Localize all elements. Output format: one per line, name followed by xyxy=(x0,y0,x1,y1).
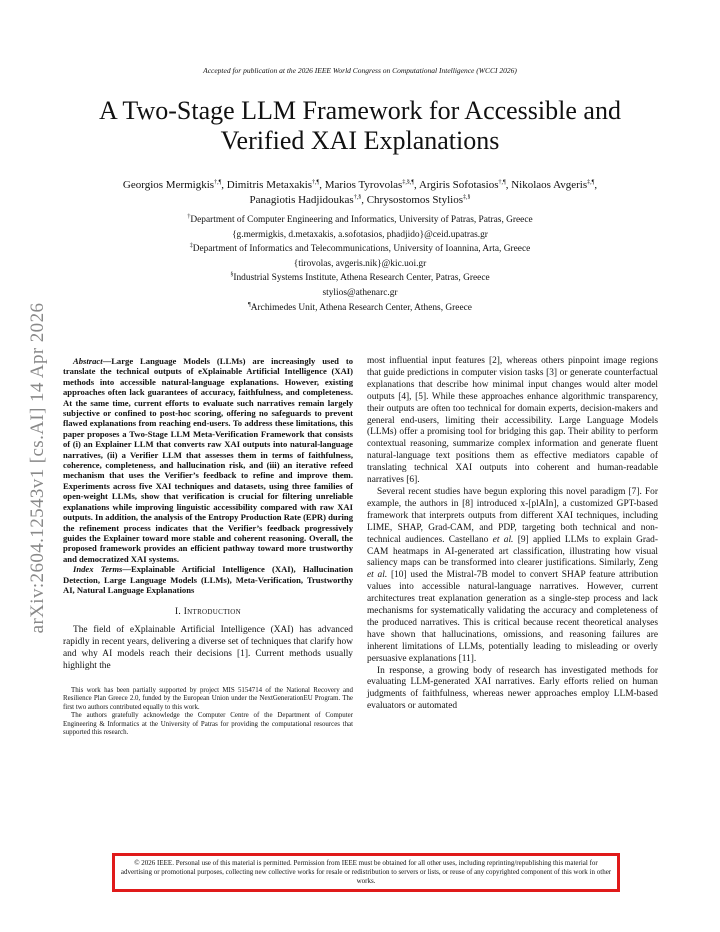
affiliations xyxy=(40,213,680,315)
section-number: I. xyxy=(175,607,184,618)
abstract-label: Abstract xyxy=(73,356,103,366)
author-name: Nikolaos Avgeris xyxy=(511,179,588,191)
author-affil-marks: †,¶ xyxy=(214,179,222,186)
paper-title xyxy=(40,96,680,156)
arxiv-identifier: arXiv:2604.12543v1 [cs.AI] 14 Apr 2026 xyxy=(27,302,48,634)
affiliation-email: {tirovolas, avgeris.nik}@kic.uoi.gr xyxy=(293,258,427,269)
footnotes xyxy=(63,687,353,737)
affiliation-line: †Department of Computer Engineering and Informatics, University of Patras, Patras, Greece xyxy=(187,213,533,225)
author-name: Argiris Sofotasios xyxy=(418,179,499,191)
author-affil-marks: †,¶ xyxy=(312,179,320,186)
acknowledgment-footnote: The authors gratefully acknowledge the Computer Centre of the Department of Computer Engineering & Informatics at the University of Patras for providing the computational resources that supported this research. xyxy=(63,712,353,736)
affiliation-email: stylios@athenarc.gr xyxy=(322,287,398,298)
author-name: Chrysostomos Stylios xyxy=(366,194,463,206)
index-terms-text: —Explainable Artificial Intelligence (XAI), Hallucination Detection, Large Language Models (LLMs), Meta-Verification, Trustworthy AI, Natural Language Explanations xyxy=(63,564,354,595)
author-affil-marks: †,¶ xyxy=(498,179,506,186)
affiliation-line: §Industrial Systems Institute, Athena Research Center, Patras, Greece xyxy=(230,272,490,284)
author-name: Marios Tyrovolas xyxy=(324,179,403,191)
affiliation-email: {g.mermigkis, d.metaxakis, a.sofotasios, phadjido}@ceid.upatras.gr xyxy=(232,229,488,240)
title-line-1: A Two-Stage LLM Framework for Accessible and xyxy=(99,96,621,125)
title-line-2: Verified XAI Explanations xyxy=(220,126,500,155)
right-column xyxy=(367,356,658,713)
funding-footnote: This work has been partially supported by project MIS 5154714 of the National Recovery and Resilience Plan Greece 2.0, funded by the European Union under the NextGenerationEU Program. The first two authors contributed equally to this work. xyxy=(63,686,353,711)
index-terms xyxy=(63,564,353,595)
author-list: Georgios Mermigkis†,¶, Dimitris Metaxakis†,¶, Marios Tyrovolas‡,§,¶, Argiris Sofotasios†,¶, Nikolaos Avgeris‡,¶, Panagiotis Hadjidoukas†,§, Chrysostomos Stylios‡,§ xyxy=(122,179,598,206)
body-paragraph: most influential input features [2], whereas others pinpoint image regions that guide predictions in computer vision tasks [3] or generate counterfactual explanations that describe how minimal input changes would alter model outputs [4], [5]. While these approaches enhance algorithmic transparency, their outputs are often too technical for domain experts, decision-makers and general end-users, limiting their accessibility. Large Language Models (LLMs) offer a promising tool for bridging this gap. Their ability to perform contextual reasoning, summarize complex information and generate fluent natural-language text positions them as effective mediators capable of translating technical XAI outputs into coherent and human-readable narratives [6]. xyxy=(367,356,658,486)
section-title: Introduction xyxy=(183,607,241,618)
author-affil-marks: †,§ xyxy=(353,194,362,201)
index-terms-label: Index Terms xyxy=(73,564,123,575)
left-column xyxy=(63,356,353,737)
acceptance-note: Accepted for publication at the 2026 IEEE World Congress on Computational Intelligence (WCCI 2026) xyxy=(203,66,517,75)
affiliation-line: ¶Archimedes Unit, Athena Research Center, Athens, Greece xyxy=(248,301,472,313)
section-heading xyxy=(63,607,353,619)
body-paragraph: Several recent studies have begun exploring this novel paradigm [7]. For example, the authors in [8] introduced x-[plAIn], a customized GPT-based framework that interprets outputs from different XAI techniques, including LIME, SHAP, Grad-CAM, and PDP, targeting both technical and non-technical audiences. Castellano et al. [9] applied LLMs to explain Grad-CAM heatmaps in AI-generated art classification, illustrating how visual saliency maps can be transformed into clearer justifications. Similarly, Zeng et al. [10] used the Mistral-7B model to convert SHAP feature attribution values into accessible natural-language narratives. However, current architectures treat explanation generation as a single-step process and lack mechanisms for systematically validating the accuracy and completeness of the produced narratives. This is critical because recent theoretical analyses have shown that hallucinations, omissions, and reasoning failures are inherent limitations of LLMs, potentially leading to misleading or overly persuasive explanations [11]. xyxy=(367,486,659,664)
author-affil-marks: ‡,§,¶ xyxy=(402,179,415,186)
body-paragraph: In response, a growing body of research has investigated methods for evaluating LLM-generated XAI narratives. Early efforts relied on human judgments of faithfulness, whereas newer approaches employ LLM-based evaluators or automated xyxy=(367,665,658,712)
author-affil-marks: ‡,§ xyxy=(462,194,471,201)
intro-paragraph: The field of eXplainable Artificial Intelligence (XAI) has advanced rapidly in recent years, delivering a diverse set of techniques that clarify how and why AI models reach their decisions [1]. Current methods usually highlight the xyxy=(63,625,353,671)
author-name: Georgios Mermigkis xyxy=(122,179,215,191)
abstract xyxy=(63,356,353,564)
author-name: Dimitris Metaxakis xyxy=(226,179,313,191)
author-name: Panagiotis Hadjidoukas xyxy=(249,194,354,206)
author-affil-marks: ‡,¶ xyxy=(587,179,595,186)
abstract-text: —Large Language Models (LLMs) are increasingly used to translate the technical outputs of eXplainable Artificial Intelligence (XAI) methods into accessible natural-language explanations. However, existing approaches often lack guarantees of accuracy, faithfulness, and completeness. At the same time, current efforts to evaluate such narratives remain largely subjective or confined to post-hoc scoring, offering no safeguards to prevent flawed explanations from reaching end-users. To address these limitations, this paper proposes a Two-Stage LLM Meta-Verification Framework that consists of (i) an Explainer LLM that converts raw XAI outputs into natural-language narratives, (ii) a Verifier LLM that assesses them in terms of faithfulness, coherence, completeness, and hallucination risk, and (iii) an iterative refeed mechanism that uses the Verifier’s feedback to refine and improve them. Experiments across five XAI techniques and datasets, using three families of open-weight LLMs, show that verification is crucial for filtering unreliable explanations while improving linguistic accessibility compared with raw XAI outputs. In addition, the analysis of the Entropy Production Rate (EPR) during the refinement process indicates that the Verifier’s feedback progressively guides the Explainer toward more stable and coherent reasoning. Overall, the proposed framework provides an efficient pathway toward more trustworthy and democratized XAI systems. xyxy=(63,356,353,564)
affiliation-line: ‡Department of Informatics and Telecommunications, University of Ioannina, Arta, Greece xyxy=(189,243,531,255)
copyright-notice: © 2026 IEEE. Personal use of this material is permitted. Permission from IEEE must be obtained for all other uses, including reprinting/republishing this material for advertising or promotional purposes, collecting new collective works for resale or redistribution to servers or lists, or reuse of any copyrighted component of this work in other works. xyxy=(112,853,620,892)
